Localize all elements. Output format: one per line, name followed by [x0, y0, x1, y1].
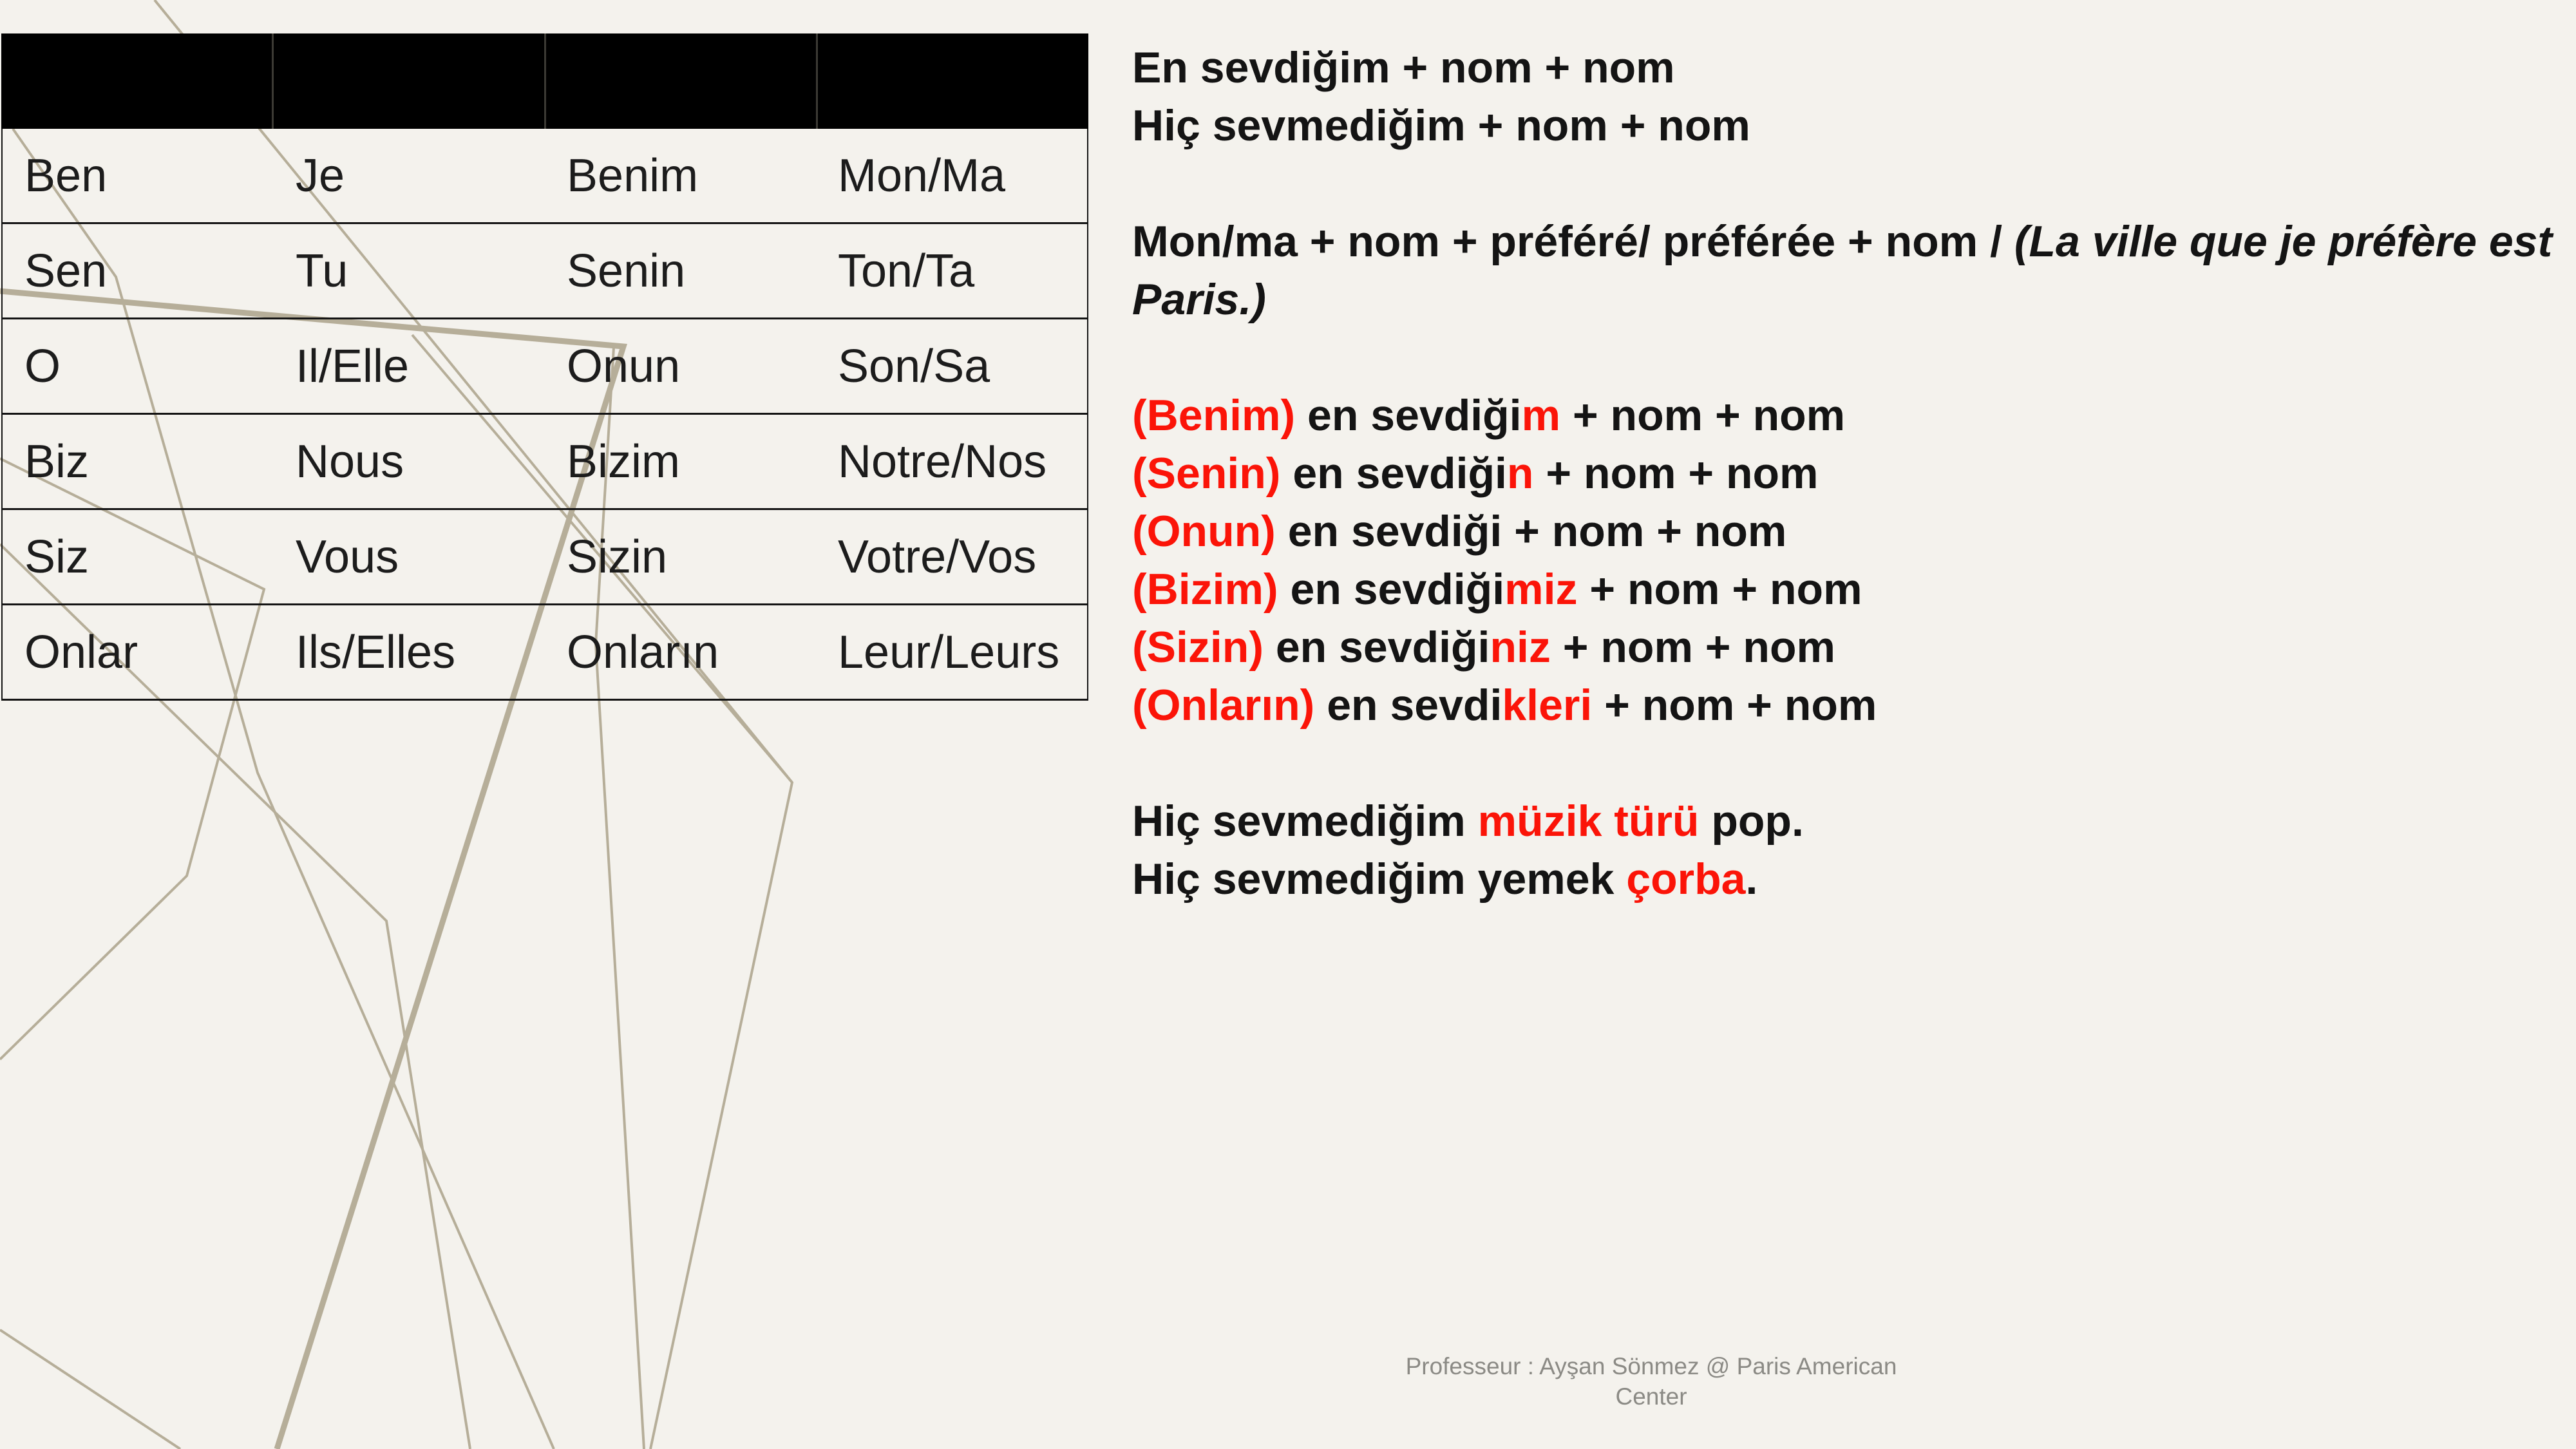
example-post: pop.: [1699, 797, 1804, 846]
intro-line: Hiç sevmediğim + nom + nom: [1132, 101, 1750, 150]
table-cell: Onun: [567, 340, 681, 392]
table-cell: Votre/Vos: [838, 531, 1037, 583]
table-cell: O: [24, 340, 61, 392]
possessive-suffix: m: [1521, 391, 1561, 440]
table-cell: Vous: [296, 531, 399, 583]
table-row: [3, 319, 1087, 415]
table-cell: Benim: [567, 149, 699, 202]
example-pre: Hiç sevmediğim: [1132, 797, 1478, 846]
table-cell: Siz: [24, 531, 90, 583]
header-cell: [818, 33, 1088, 129]
professor-credit: Professeur : Ayşan Sönmez @ Paris American Center: [1405, 1353, 1897, 1410]
possessive-stem: en sevdiği: [1275, 507, 1502, 556]
possessive-tail: + nom + nom: [1502, 507, 1787, 556]
possessive-line: [1132, 618, 2576, 676]
table-cell: Ton/Ta: [838, 245, 975, 297]
spacer: [1132, 328, 2576, 386]
possessive-tail: + nom + nom: [1560, 391, 1846, 440]
table-cell: Leur/Leurs: [838, 626, 1060, 678]
intro-line: En sevdiğim + nom + nom: [1132, 43, 1675, 92]
header-cell: [1, 33, 274, 129]
table-row: [3, 510, 1087, 605]
possessive-stem: en sevdiği: [1263, 623, 1490, 672]
possessive-suffix: niz: [1490, 623, 1551, 672]
possessive-pronoun: (Senin): [1132, 449, 1281, 498]
possessive-pronoun: (Sizin): [1132, 623, 1264, 672]
notes-column: [1132, 39, 2576, 908]
spacer: [1132, 734, 2576, 792]
header-cell: [546, 33, 819, 129]
table-cell: Nous: [296, 435, 404, 488]
french-rule-example-italic: (La ville que je préfère est Paris.): [1132, 217, 2553, 324]
spacer: [1132, 155, 2576, 213]
header-cell: [274, 33, 546, 129]
table-cell: Tu: [296, 245, 348, 297]
possessive-stem: en sevdiği: [1295, 391, 1522, 440]
possessive-tail: + nom + nom: [1592, 681, 1877, 730]
possessive-tail: + nom + nom: [1533, 449, 1819, 498]
table-cell: Notre/Nos: [838, 435, 1047, 488]
table-cell: Onlar: [24, 626, 138, 678]
example-post: .: [1745, 855, 1758, 904]
table-cell: Son/Sa: [838, 340, 990, 392]
example-pre: Hiç sevmediğim yemek: [1132, 855, 1627, 904]
possessive-line: [1132, 444, 2576, 502]
table-row: [3, 415, 1087, 510]
table-cell: Il/Elle: [296, 340, 410, 392]
possessive-stem: en sevdiği: [1280, 449, 1507, 498]
french-rule-plain: Mon/ma + nom + préféré/ préférée + nom /: [1132, 217, 2014, 266]
pronoun-table-body: [1, 129, 1088, 701]
table-cell: Je: [296, 149, 345, 202]
possessive-tail: + nom + nom: [1577, 565, 1862, 614]
table-cell: Bizim: [567, 435, 680, 488]
pronoun-table-header: [1, 33, 1088, 129]
example-highlight: çorba: [1626, 855, 1746, 904]
possessive-suffix: kleri: [1502, 681, 1593, 730]
possessive-line: [1132, 502, 2576, 560]
possessive-line: [1132, 676, 2576, 734]
deco-line: [0, 1330, 180, 1449]
example-sentence: [1132, 850, 2576, 908]
possessive-stem: en sevdi: [1314, 681, 1502, 730]
possessive-pronoun: (Onun): [1132, 507, 1276, 556]
table-row: [3, 129, 1087, 224]
table-cell: Sen: [24, 245, 108, 297]
table-cell: Mon/Ma: [838, 149, 1006, 202]
french-rule-line: [1132, 213, 2576, 328]
possessive-suffix: miz: [1504, 565, 1578, 614]
possessive-pronoun: (Bizim): [1132, 565, 1278, 614]
possessive-line: [1132, 386, 2576, 444]
table-cell: Senin: [567, 245, 686, 297]
table-cell: Ben: [24, 149, 108, 202]
possessive-stem: en sevdiği: [1278, 565, 1505, 614]
possessive-pronoun: (Onların): [1132, 681, 1315, 730]
table-row: [3, 224, 1087, 319]
table-cell: Biz: [24, 435, 90, 488]
possessive-tail: + nom + nom: [1550, 623, 1835, 672]
table-cell: Onların: [567, 626, 719, 678]
possessive-line: [1132, 560, 2576, 618]
example-highlight: müzik türü: [1477, 797, 1700, 846]
table-row: [3, 605, 1087, 701]
possessive-pronoun: (Benim): [1132, 391, 1296, 440]
pronoun-table: [1, 33, 1088, 701]
possessive-suffix: n: [1506, 449, 1534, 498]
table-cell: Ils/Elles: [296, 626, 456, 678]
example-sentence: [1132, 792, 2576, 850]
table-cell: Sizin: [567, 531, 668, 583]
